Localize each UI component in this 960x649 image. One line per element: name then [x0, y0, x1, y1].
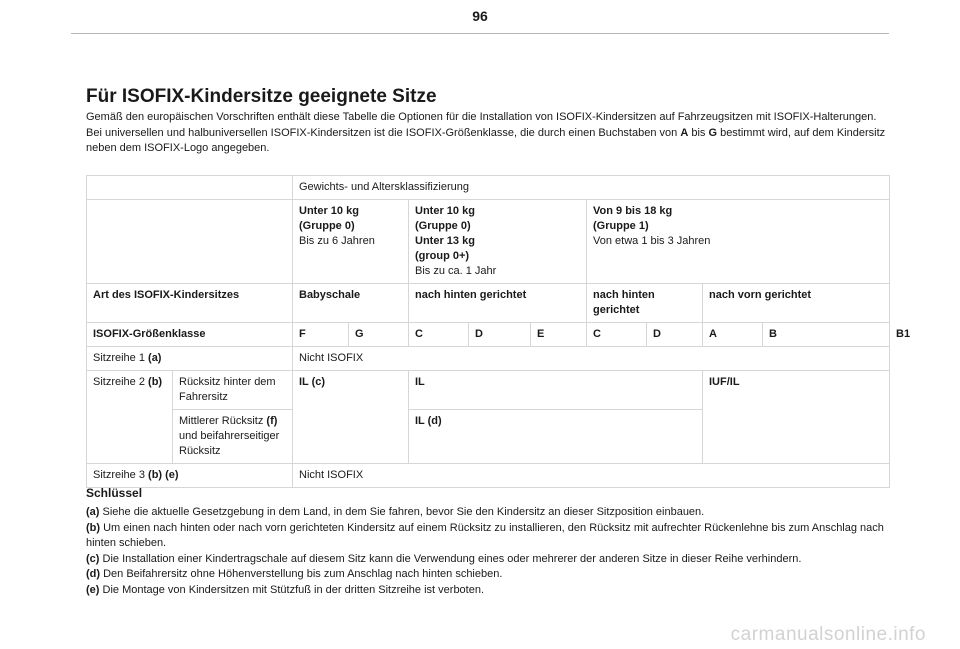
seat-type-rearward-2	[587, 284, 703, 323]
size-class-cell: A	[703, 323, 763, 347]
seat-row-2-iuf-il: IUF/IL	[703, 371, 890, 464]
legend-text: Die Installation einer Kindertragschale auf diesem Sitz kann die Verwendung eines oder mehrerer der anderen Sitze in dieser Reihe verhindern.	[99, 552, 802, 565]
size-class-cell: D	[647, 323, 703, 347]
legend-text: Siehe die aktuelle Gesetzgebung in dem Land, in dem Sie fahren, bevor Sie den Kindersitz an dieser Sitzposition einbauen.	[99, 506, 705, 518]
seat-type-rearward-2-line-1: nach hinten	[593, 289, 655, 301]
group-0-age: Bis zu 6 Jahren	[299, 235, 375, 247]
legend-key: (e)	[86, 583, 100, 596]
group-0plus-cell	[409, 200, 587, 284]
size-class-cell: B	[763, 323, 890, 347]
table-row-weight-header	[87, 176, 890, 200]
legend-item	[86, 583, 889, 599]
intro-text	[86, 110, 886, 157]
group-0-label: (Gruppe 0)	[299, 220, 355, 232]
size-class-cell: C	[587, 323, 647, 347]
group-0-weight: Unter 10 kg	[299, 205, 359, 217]
seat-row-2-middle-note: (f)	[266, 415, 278, 427]
seat-row-1-text: Sitzreihe 1	[93, 352, 149, 364]
seat-type-rearward-1: nach hinten gerichtet	[409, 284, 587, 323]
seat-type-rearward-2-line-2: gerichtet	[593, 304, 640, 316]
seat-row-2-driver-side: Rücksitz hinter dem Fahrersitz	[173, 371, 293, 410]
table-row-groups	[87, 200, 890, 284]
seat-row-3-value: Nicht ISOFIX	[293, 464, 890, 488]
table-cell-empty	[87, 176, 293, 200]
seat-type-forward: nach vorn gerichtet	[703, 284, 890, 323]
seat-row-2-middle-passenger	[173, 410, 293, 464]
group-1-cell	[587, 200, 890, 284]
seat-row-2-il: IL	[409, 371, 703, 410]
legend-key: (b)	[86, 521, 101, 534]
intro-line-2	[86, 126, 886, 157]
group-0plus-age: Bis zu ca. 1 Jahr	[415, 265, 497, 277]
size-class-cell: D	[469, 323, 531, 347]
table-row-seat-row-1	[87, 347, 890, 371]
legend-key: (d)	[86, 568, 101, 580]
legend-text: Den Beifahrersitz ohne Höhenverstellung bis zum Anschlag nach hinten schieben.	[100, 568, 503, 580]
size-class-label: ISOFIX-Größenklasse	[87, 323, 293, 347]
legend-item	[86, 552, 889, 568]
table-row-seat-types	[87, 284, 890, 323]
seat-row-1-note: (a)	[148, 352, 162, 364]
table-row-size-classes: ISOFIX-Größenklasse F G C D E C D A B B1	[87, 323, 890, 347]
seat-row-3-label	[87, 464, 293, 488]
seat-row-2-text: Sitzreihe 2	[93, 376, 149, 388]
legend-item	[86, 521, 889, 552]
intro-line-2-mid: bis	[688, 126, 709, 139]
legend	[86, 505, 889, 598]
intro-line-2-post: bestimmt wird, auf dem Kindersitz neben dem ISOFIX-Logo angegeben.	[86, 126, 886, 154]
seat-row-2-label	[87, 371, 173, 464]
weight-class-header: Gewichts- und Altersklassifizierung	[293, 176, 890, 200]
seat-row-3-note: (b) (e)	[148, 469, 179, 481]
header-divider	[71, 33, 889, 34]
group-0plus-weight-1: Unter 10 kg	[415, 205, 475, 217]
legend-item	[86, 505, 889, 521]
legend-item	[86, 567, 889, 583]
intro-line-1: Gemäß den europäischen Vorschriften enthält diese Tabelle die Optionen für die Installation von ISOFIX-Kindersitzen auf Fahrzeugsitzen mit ISOFIX-Halterungen.	[86, 111, 877, 123]
seat-row-2-il-d: IL (d)	[409, 410, 703, 464]
legend-text: Die Montage von Kindersitzen mit Stützfuß in der dritten Sitzreihe ist verboten.	[99, 583, 485, 596]
group-0plus-label-2: (group 0+)	[415, 250, 470, 262]
page-title: Für ISOFIX-Kindersitze geeignete Sitze	[86, 86, 437, 107]
size-letter-g: G	[708, 126, 718, 139]
size-class-cell: E	[531, 323, 587, 347]
size-class-cell: G	[349, 323, 409, 347]
page-number: 96	[472, 8, 488, 24]
group-0plus-weight-2: Unter 13 kg	[415, 235, 475, 247]
isofix-table	[86, 175, 911, 488]
seat-type-label: Art des ISOFIX-Kindersitzes	[87, 284, 293, 323]
table-cell-empty	[87, 200, 293, 284]
legend-title: Schlüssel	[86, 486, 143, 500]
table-row-seat-row-2a	[87, 371, 890, 410]
group-1-label: (Gruppe 1)	[593, 220, 649, 232]
group-1-weight: Von 9 bis 18 kg	[593, 205, 673, 217]
size-class-cell: F	[293, 323, 349, 347]
intro-line-2-pre: Bei universellen und halbuniversellen ISOFIX-Kindersitzen ist die ISOFIX-Größenklasse, die durch einen Buchstaben von	[86, 126, 681, 139]
size-class-cell: C	[409, 323, 469, 347]
seat-row-2-note: (b)	[148, 376, 163, 388]
legend-key: (c)	[86, 552, 100, 565]
group-0plus-label-1: (Gruppe 0)	[415, 220, 471, 232]
legend-key: (a)	[86, 506, 100, 518]
seat-row-2-passenger-text: und beifahrerseitiger Rücksitz	[179, 430, 280, 457]
legend-text: Um einen nach hinten oder nach vorn gerichteten Kindersitz auf einem Rücksitz zu installieren, den Rücksitz mit aufrechter Rückenlehne bis zum Anschlag nach hinten schieben.	[86, 521, 884, 549]
group-0-cell	[293, 200, 409, 284]
seat-row-2-middle-text: Mittlerer Rücksitz	[179, 415, 267, 427]
watermark: carmanualsonline.info	[730, 624, 926, 645]
seat-type-babyschale: Babyschale	[293, 284, 409, 323]
table-row-seat-row-3	[87, 464, 890, 488]
seat-row-1-label	[87, 347, 293, 371]
size-letter-a: A	[680, 126, 689, 139]
seat-row-2-il-c: IL (c)	[293, 371, 409, 464]
group-1-age: Von etwa 1 bis 3 Jahren	[593, 235, 711, 247]
seat-row-1-value: Nicht ISOFIX	[293, 347, 890, 371]
seat-row-3-text: Sitzreihe 3	[93, 469, 149, 481]
